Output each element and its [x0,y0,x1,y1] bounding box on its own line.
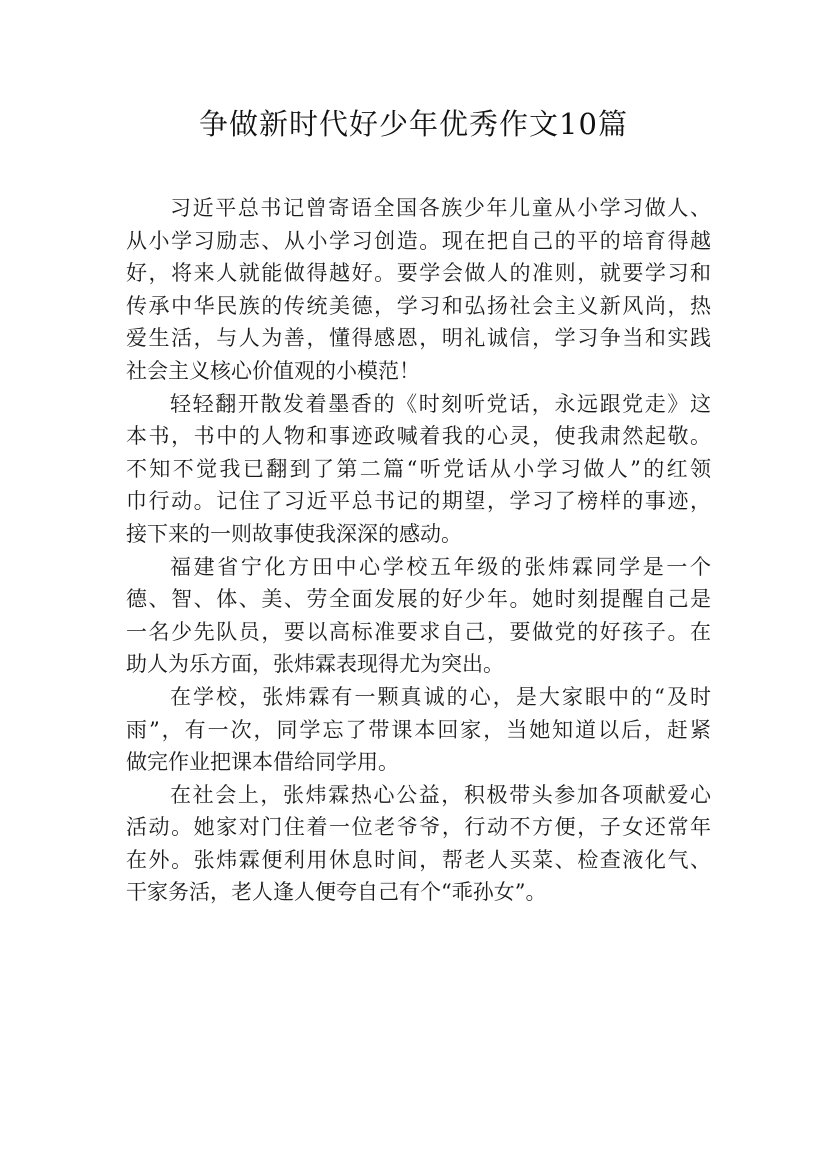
text-line: 接下来的一则故事使我深深的感动。 [126,521,462,546]
text-line: 从小学习励志、从小学习创造。现在把自己的平的培育得越 [126,228,711,253]
text-line: 社会主义核心价值观的小模范！ [126,358,420,383]
paragraph-5 [126,779,711,909]
text-line: 习近平总书记曾寄语全国各族少年儿童从小学习做人、 [170,196,711,220]
paragraph-3 [126,551,711,681]
text-line: 在学校，张炜霖有一颗真诚的心，是大家眼中的“及时 [170,684,711,709]
document-title: 争做新时代好少年优秀作文10篇 [199,107,628,141]
text-line: 不知不觉我已翻到了第二篇“听党话从小学习做人”的红领 [126,456,711,481]
text-line: 福建省宁化方田中心学校五年级的张炜霖同学是一个 [170,554,711,579]
text-line: 爱生活，与人为善，懂得感恩，明礼诚信，学习争当和实践 [126,326,711,351]
text-line: 传承中华民族的传统美德，学习和弘扬社会主义新风尚，热 [126,293,711,318]
paragraph-1 [126,192,711,388]
text-line: 做完作业把课本借给同学用。 [126,750,399,775]
text-line: 干家务活，老人逢人便夸自己有个“乖孙女”。 [126,880,547,905]
text-line: 好，将来人就能做得越好。要学会做人的准则，就要学习和 [126,261,711,286]
text-line: 轻轻翻开散发着墨香的《时刻听党话，永远跟党走》这 [170,391,711,416]
text-line: 德、智、体、美、劳全面发展的好少年。她时刻提醒自己是 [126,587,711,612]
text-line: 雨”，有一次，同学忘了带课本回家，当她知道以后，赶紧 [126,717,711,742]
text-line: 活动。她家对门住着一位老爷爷，行动不方便，子女还常年 [126,815,711,840]
text-line: 一名少先队员，要以高标准要求自己，要做党的好孩子。在 [126,619,711,644]
text-line: 在社会上，张炜霖热心公益，积极带头参加各项献爱心 [170,782,711,807]
text-line: 助人为乐方面，张炜霖表现得尤为突出。 [126,652,504,677]
text-line: 本书，书中的人物和事迹政喊着我的心灵，使我肃然起敬。 [126,424,711,449]
text-line: 在外。张炜霖便利用休息时间，帮老人买菜、检查液化气、 [126,847,711,872]
paragraph-4 [126,681,711,779]
document-body [126,192,711,909]
text-line: 巾行动。记住了习近平总书记的期望，学习了榜样的事迹， [126,489,711,514]
paragraph-2 [126,388,711,551]
